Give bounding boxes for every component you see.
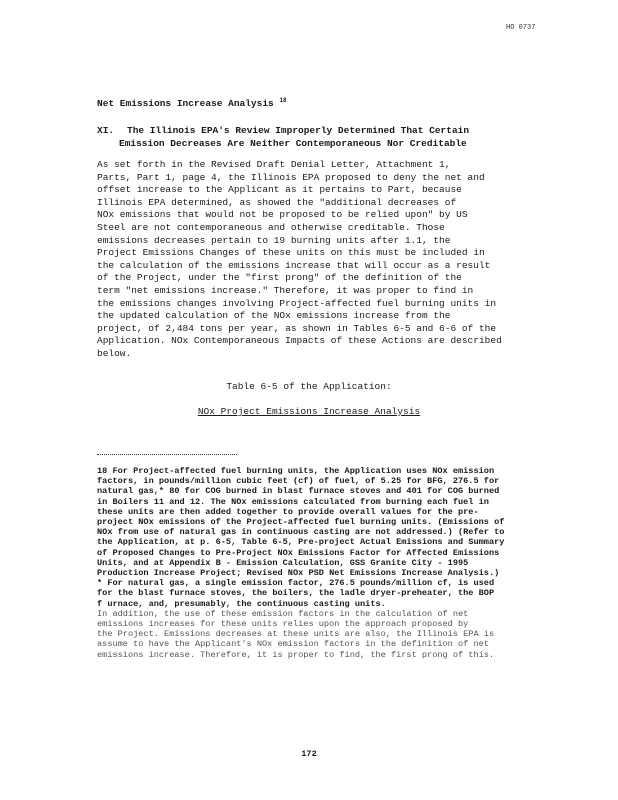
body-line: As set forth in the Revised Draft Denial Letter, Attachment 1, bbox=[97, 159, 451, 170]
body-line: the updated calculation of the NOx emissions increase from the bbox=[97, 310, 451, 322]
table-caption: Table 6-5 of the Application: bbox=[226, 381, 392, 392]
body-line: NOx emissions that would not be proposed to be relied upon" by US bbox=[97, 209, 468, 221]
footnote-line: natural gas,* 80 for COG burned in blast furnace stoves and 401 for COG burned bbox=[97, 486, 500, 497]
body-line: emissions decreases pertain to 19 burning units after 1.1, the bbox=[97, 234, 451, 246]
body-line: of the Project, under the "first prong" of the definition of the bbox=[97, 272, 462, 284]
footnote-line: Units, and at Appendix B - Emission Calculation, GSS Granite City - 1995 bbox=[97, 557, 469, 568]
table-subcaption: NOx Project Emissions Increase Analysis bbox=[197, 406, 421, 417]
footnote-line: the Project. Emissions decreases at these units are also, the Illinois EPA is bbox=[97, 629, 495, 640]
footnote-line: these units are then added together to provide overall values for the pre- bbox=[97, 506, 479, 517]
footnote-separator bbox=[97, 454, 237, 455]
footnote-line: * For natural gas, a single emission factor, 276.5 pounds/million cf, is used bbox=[97, 578, 495, 589]
footnote-line: project NOx emissions of the Project-affected fuel burning units. (Emissions of bbox=[97, 517, 505, 528]
footnote-line: f urnace, and, presumably, the continuous casting units. bbox=[97, 598, 386, 609]
footnote-line: assume to have the Applicant's NOx emission factors in the definition of net bbox=[97, 639, 489, 650]
footnote-line: 18 For Project-affected fuel burning units, the Application uses NOx emission bbox=[97, 466, 495, 476]
section-number: XI. bbox=[97, 125, 115, 136]
footnote-line: for the blast furnace stoves, the boilers, the ladle dryer-preheater, the BOP bbox=[97, 588, 495, 599]
footnote-line: In addition, the use of these emission factors in the calculation of net bbox=[97, 608, 469, 619]
page-heading bbox=[97, 97, 287, 109]
body-line: Steel are not contemporaneous and otherwise creditable. Those bbox=[97, 221, 445, 233]
footnote-line: emissions increase. Therefore, it is proper to find, the first prong of this. bbox=[97, 649, 495, 660]
footnote-line: Production Increase Project; Revised NOx PSD Net Emissions Increase Analysis.) bbox=[97, 568, 500, 579]
body-line: offset increase to the Applicant as it pertains to Part, because bbox=[97, 184, 462, 196]
section-title-line-2: Emission Decreases Are Neither Contemporaneous Nor Creditable bbox=[119, 138, 467, 149]
page-identifier: HO 0737 bbox=[506, 24, 536, 32]
body-line: Application. NOx Contemporaneous Impacts of these Actions are described bbox=[97, 335, 502, 347]
body-line: below. bbox=[97, 347, 132, 359]
heading-text: Net Emissions Increase Analysis bbox=[97, 98, 274, 110]
body-line: term "net emissions increase." Therefore, it was proper to find in bbox=[97, 284, 474, 296]
footnote-line: NOx from use of natural gas in continuous casting are not addressed.) (Refer to bbox=[97, 527, 505, 538]
footnote-line: the Application, at p. 6-5, Table 6-5, Pre-project Actual Emissions and Summary bbox=[97, 537, 505, 548]
body-line: Illinois EPA determined, as showed the "additional decreases of bbox=[97, 196, 457, 208]
footnote-line: in Boilers 11 and 12. The NOx emissions calculated from burning each fuel in bbox=[97, 496, 489, 507]
page-number: 172 bbox=[301, 749, 317, 759]
body-line: Parts, Part 1, page 4, the Illinois EPA proposed to deny the net and bbox=[97, 171, 485, 183]
body-line: the calculation of the emissions increase that will occur as a result bbox=[97, 259, 491, 271]
section-title-line-1: The Illinois EPA's Review Improperly Determined That Certain bbox=[127, 125, 470, 136]
section-heading bbox=[97, 124, 557, 150]
footnote-line: emissions increases for these units relies upon the approach proposed by bbox=[97, 619, 469, 630]
body-line: the emissions changes involving Project-affected fuel burning units in bbox=[97, 297, 497, 309]
footnote-line: of Proposed Changes to Pre-Project NOx Emissions Factor for Affected Emissions bbox=[97, 547, 500, 558]
footnote-line: factors, in pounds/million cubic feet (cf) of fuel, of 5.25 for BFG, 276.5 for bbox=[97, 476, 500, 487]
body-line: Project Emissions Changes of these units on this must be included in bbox=[97, 247, 485, 259]
body-line: project, of 2,484 tons per year, as shown in Tables 6-5 and 6-6 of the bbox=[97, 322, 497, 334]
heading-footnote-ref: 18 bbox=[279, 97, 287, 104]
body-paragraph bbox=[97, 159, 557, 361]
footnotes bbox=[97, 466, 557, 660]
